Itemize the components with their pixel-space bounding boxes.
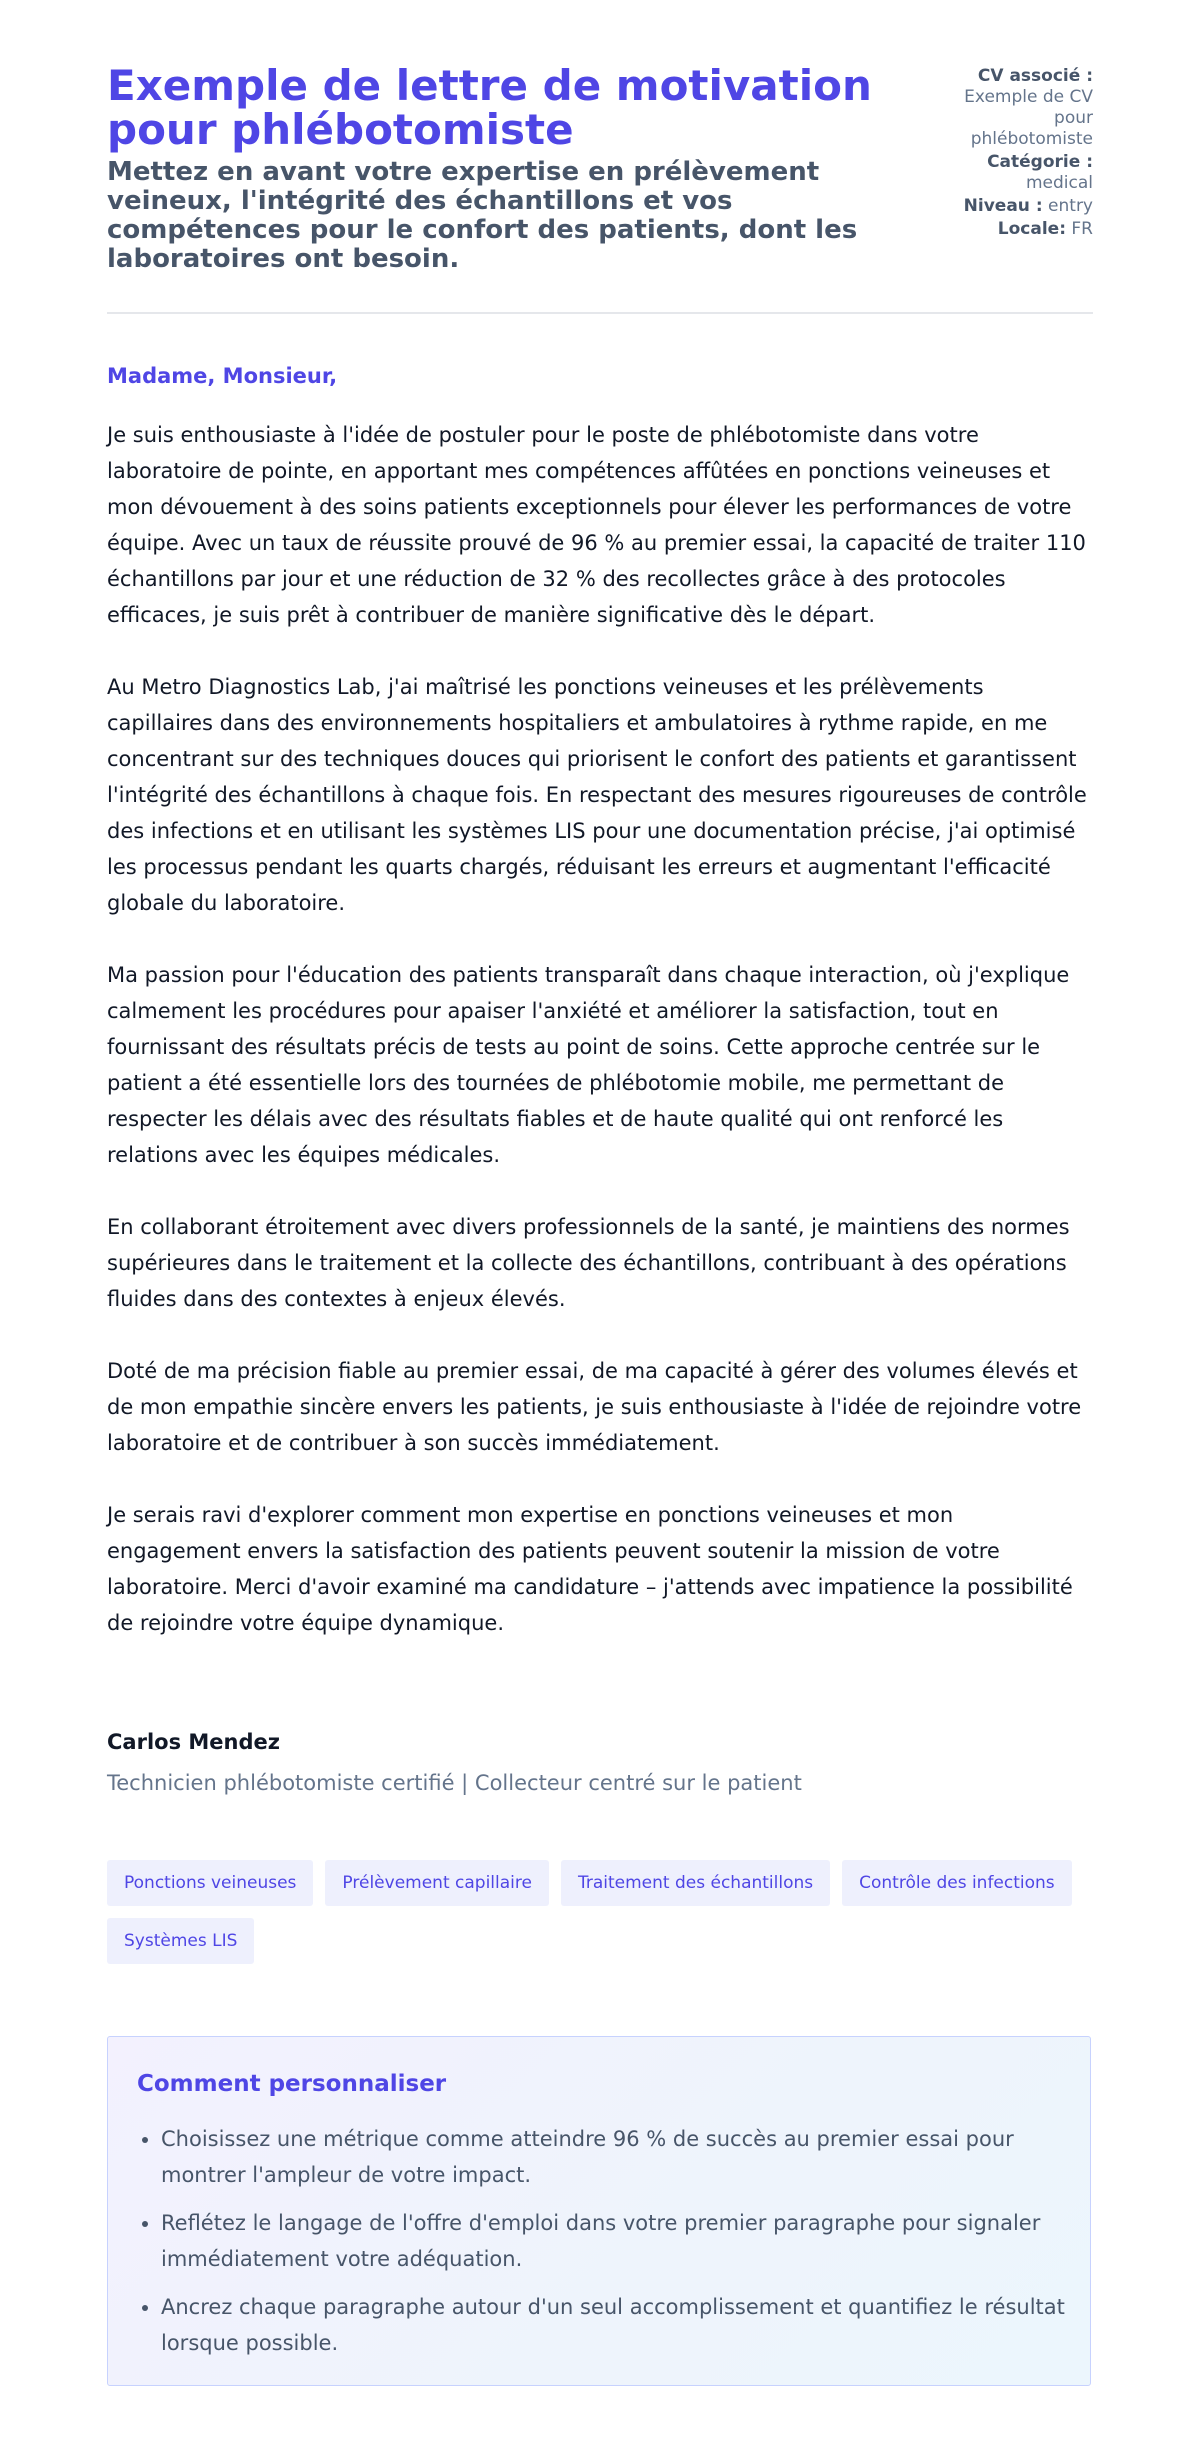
tips-list bbox=[133, 2121, 1081, 2373]
meta-level bbox=[943, 196, 1093, 217]
letter-paragraph: Je serais ravi d'explorer comment mon expertise en ponctions veineuses et mon engagement envers la satisfaction des patients peuvent soutenir la mission de votre laboratoire. Merci d'avoir examiné ma candidature – j'attends avec impatience la possibilité de rejoindre votre équipe dynamique. bbox=[107, 1503, 1073, 1635]
signature-name: Carlos Mendez bbox=[107, 1730, 280, 1754]
letter-body bbox=[107, 417, 1093, 1677]
meta-locale-value: FR bbox=[1071, 219, 1093, 239]
page-header bbox=[107, 0, 1093, 314]
tip-item: • Reflétez le langage de l'offre d'emploi dans votre premier paragraphe pour signaler immédiatement votre adéquation. bbox=[161, 2205, 1081, 2277]
skill-tags bbox=[107, 1860, 1093, 1964]
letter-paragraph: Au Metro Diagnostics Lab, j'ai maîtrisé les ponctions veineuses et les prélèvements capillaires dans des environnements hospitaliers et ambulatoires à rythme rapide, en me concentrant sur des techniques douces qui priorisent le confort des patients et garantissent l'intégrité des échantillons à chaque fois. En respectant des mesures rigoureuses de contrôle des infections et en utilisant les systèmes LIS pour une documentation précise, j'ai optimisé les processus pendant les quarts chargés, réduisant les erreurs et augmentant l'efficacité globale du laboratoire. bbox=[107, 675, 1087, 915]
skill-tag[interactable]: Prélèvement capillaire bbox=[325, 1860, 549, 1906]
letter-paragraph: Je suis enthousiaste à l'idée de postuler pour le poste de phlébotomiste dans votre laboratoire de pointe, en apportant mes compétences affûtées en ponctions veineuses et mon dévouement à des soins patients exceptionnels pour élever les performances de votre équipe. Avec un taux de réussite prouvé de 96 % au premier essai, la capacité de traiter 110 échantillons par jour et une réduction de 32 % des recollectes grâce à des protocoles efficaces, je suis prêt à contribuer de manière significative dès le départ. bbox=[107, 423, 1086, 627]
meta-category bbox=[943, 152, 1093, 194]
meta-locale bbox=[943, 219, 1093, 240]
page-subtitle: Mettez en avant votre expertise en prélèvement veineux, l'intégrité des échantillons et vos compétences pour le confort des patients, dont les laboratoires ont besoin. bbox=[107, 157, 858, 274]
meta-level-value: entry bbox=[1048, 196, 1093, 216]
meta-cv-label: CV associé : bbox=[977, 66, 1093, 86]
meta-locale-label: Locale: bbox=[997, 219, 1066, 239]
skill-tag[interactable]: Contrôle des infections bbox=[842, 1860, 1072, 1906]
meta-level-label: Niveau : bbox=[963, 196, 1043, 216]
tip-item: • Choisissez une métrique comme atteindre 96 % de succès au premier essai pour montrer l'ampleur de votre impact. bbox=[161, 2121, 1081, 2193]
letter-paragraph: Ma passion pour l'éducation des patients transparaît dans chaque interaction, où j'explique calmement les procédures pour apaiser l'anxiété et améliorer la satisfaction, tout en fournissant des résultats précis de tests au point de soins. Cette approche centrée sur le patient a été essentielle lors des tournées de phlébotomie mobile, me permettant de respecter les délais avec des résultats fiables et de haute qualité qui ont renforcé les relations avec les équipes médicales. bbox=[107, 963, 1070, 1167]
meta-cv-value[interactable]: Exemple de CV pour phlébotomiste bbox=[964, 87, 1093, 149]
letter-paragraph: Doté de ma précision fiable au premier essai, de ma capacité à gérer des volumes élevés et de mon empathie sincère envers les patients, je suis enthousiaste à l'idée de rejoindre votre laboratoire et de contribuer à son succès immédiatement. bbox=[107, 1359, 1082, 1455]
meta-panel bbox=[943, 66, 1093, 242]
letter-salutation: Madame, Monsieur, bbox=[107, 364, 338, 388]
page-title: Exemple de lettre de motivation pour phlébotomiste bbox=[107, 61, 872, 154]
meta-category-value: medical bbox=[1025, 173, 1093, 193]
signature-title: Technicien phlébotomiste certifié | Collecteur centré sur le patient bbox=[107, 1771, 802, 1795]
customization-tips bbox=[107, 2036, 1091, 2386]
tip-item: • Ancrez chaque paragraphe autour d'un seul accomplissement et quantifiez le résultat lorsque possible. bbox=[161, 2289, 1081, 2361]
skill-tag[interactable]: Ponctions veineuses bbox=[107, 1860, 313, 1906]
skill-tag[interactable]: Systèmes LIS bbox=[107, 1918, 254, 1964]
skill-tag[interactable]: Traitement des échantillons bbox=[561, 1860, 830, 1906]
meta-category-label: Catégorie : bbox=[987, 152, 1093, 172]
meta-cv bbox=[943, 66, 1093, 150]
cover-letter-page bbox=[107, 0, 1093, 2355]
tips-title: Comment personnaliser bbox=[137, 2071, 447, 2097]
letter-paragraph: En collaborant étroitement avec divers professionnels de la santé, je maintiens des normes supérieures dans le traitement et la collecte des échantillons, contribuant à des opérations fluides dans des contextes à enjeux élevés. bbox=[107, 1215, 1070, 1311]
